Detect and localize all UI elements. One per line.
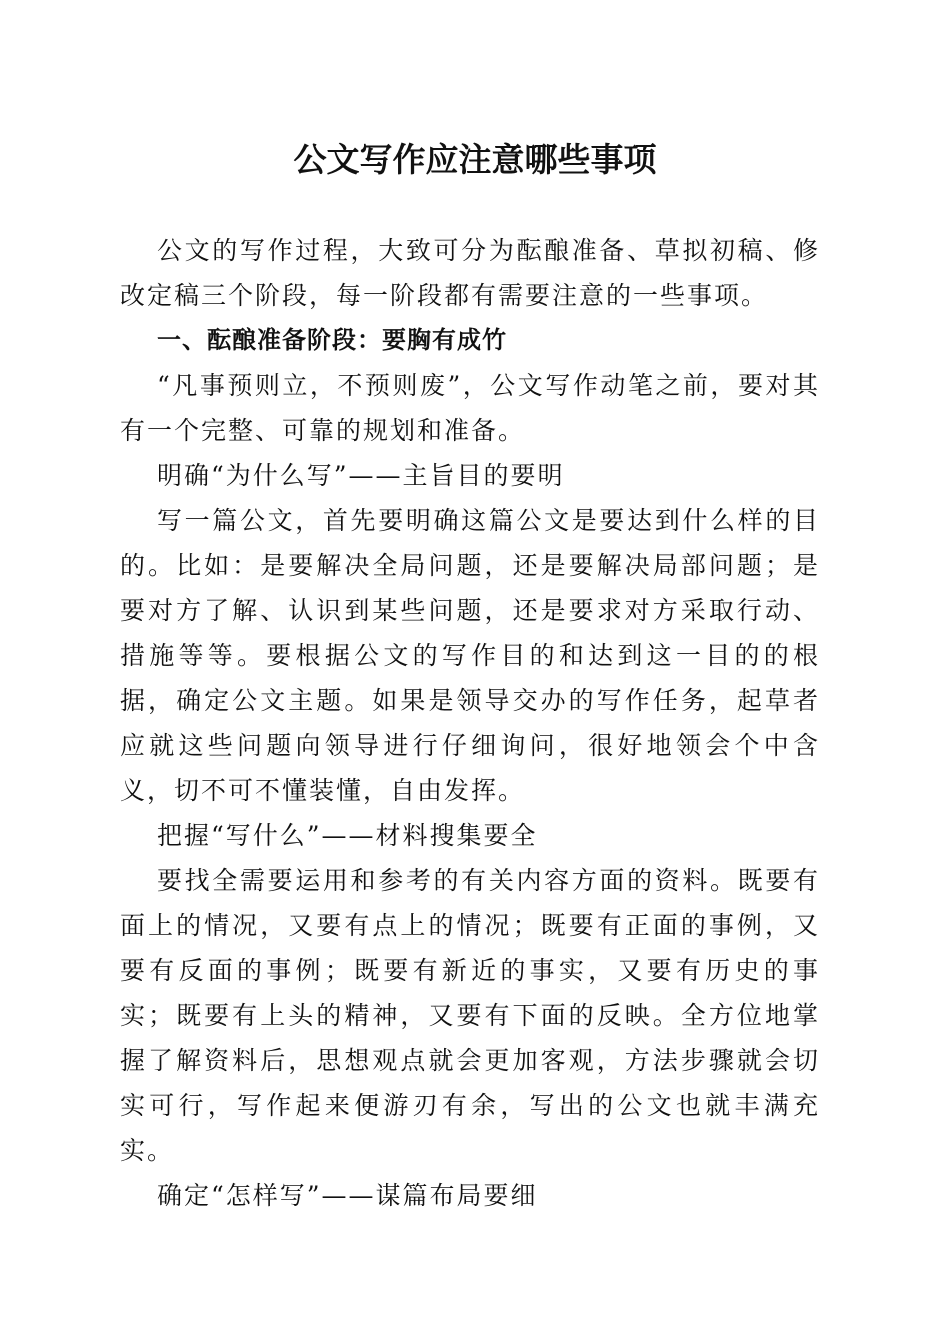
materials-paragraph: 要找全需要运用和参考的有关内容方面的资料。既要有面上的情况，又要有点上的情况；既要有正面的事例，又要有反面的事例；既要有新近的事实，又要有历史的事实；既要有上头的精神，又要有下面的反映。全方位地掌握了解资料后，思想观点就会更加客观，方法步骤就会切实可行，写作起来便游刃有余，写出的公文也就丰满充实。 <box>120 866 820 1165</box>
subheading-what: 把握“写什么”——材料搜集要全 <box>157 821 538 850</box>
quote-paragraph: “凡事预则立，不预则废”，公文写作动笔之前，要对其有一个完整、可靠的规划和准备。 <box>120 371 820 445</box>
intro-paragraph: 公文的写作过程，大致可分为酝酿准备、草拟初稿、修改定稿三个阶段，每一阶段都有需要注意的一些事项。 <box>120 236 820 310</box>
document-title: 公文写作应注意哪些事项 <box>293 140 657 179</box>
subheading-why: 明确“为什么写”——主旨目的要明 <box>157 461 565 490</box>
subheading-how: 确定“怎样写”——谋篇布局要细 <box>157 1181 538 1210</box>
purpose-paragraph: 写一篇公文，首先要明确这篇公文是要达到什么样的目的。比如：是要解决全局问题，还是要解决局部问题；是要对方了解、认识到某些问题，还是要求对方采取行动、措施等等。要根据公文的写作目的和达到这一目的的根据，确定公文主题。如果是领导交办的写作任务，起草者应就这些问题向领导进行仔细询问，很好地领会个中含义，切不可不懂装懂，自由发挥。 <box>120 506 820 805</box>
section-heading-1: 一、酝酿准备阶段：要胸有成竹 <box>157 326 507 354</box>
document-body <box>120 228 820 1218</box>
